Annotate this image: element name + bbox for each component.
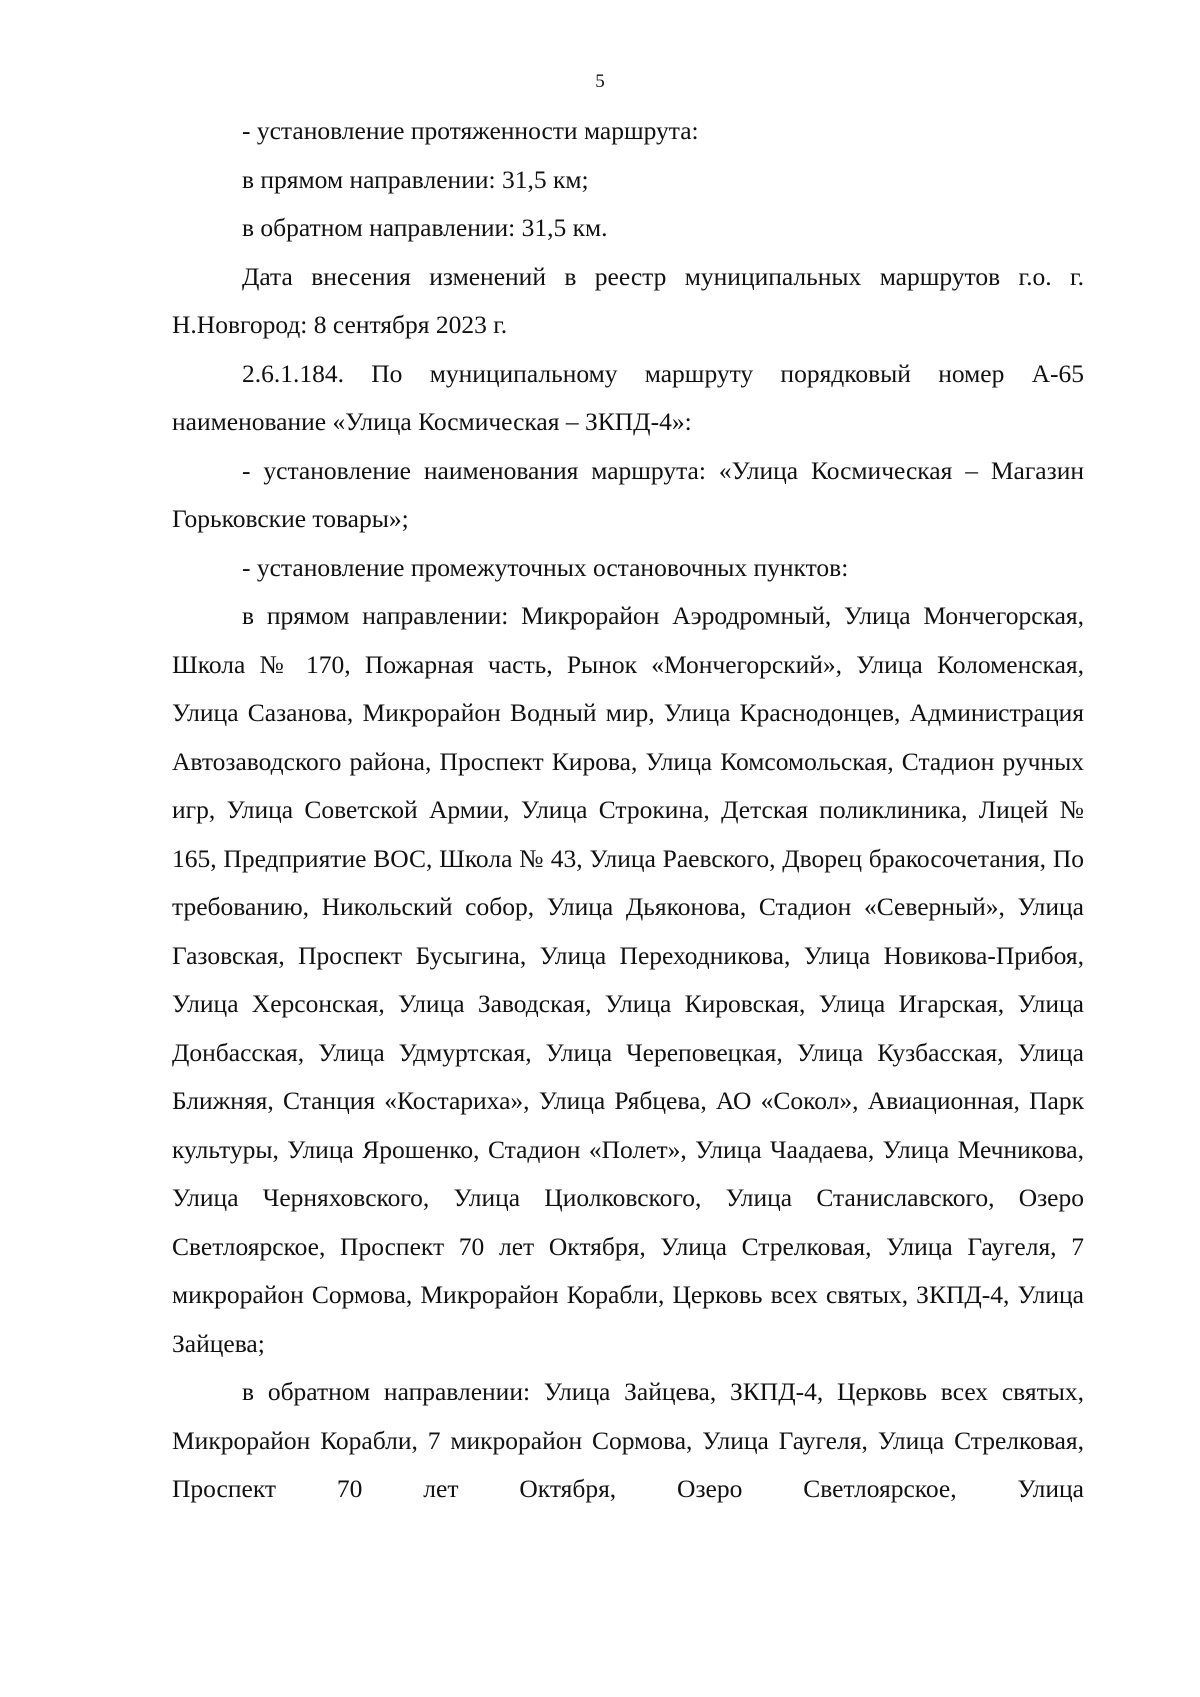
page-number: 5 bbox=[595, 71, 605, 92]
paragraph-reverse-stops: в обратном направлении: Улица Зайцева, ЗКПД-4, Церковь всех святых, Микрорайон Корабли, 7 микрорайон Сормова, Улица Гаугеля, Улица Стрелковая, Проспект 70 лет Октября, Озеро Светлоярское, Улица bbox=[172, 1377, 1084, 1503]
paragraph-intermediate-stops: - установление промежуточных остановочных пунктов: bbox=[242, 552, 849, 582]
paragraph-route-length: - установление протяженности маршрута: bbox=[242, 116, 699, 145]
document-body bbox=[172, 107, 1084, 1514]
paragraph-route-a65: 2.6.1.184. По муниципальному маршруту порядковый номер А-65 наименование «Улица Космическая – ЗКПД-4»: bbox=[172, 358, 1084, 436]
paragraph-registry-date: Дата внесения изменений в реестр муниципальных маршрутов г.о. г. Н.Новгород: 8 сентября 2023 г. bbox=[172, 261, 1084, 339]
paragraph-reverse-length: в обратном направлении: 31,5 км. bbox=[242, 213, 608, 242]
paragraph-route-name: - установление наименования маршрута: «Улица Космическая – Магазин Горьковские товары»; bbox=[172, 455, 1084, 533]
paragraph-forward-stops: в прямом направлении: Микрорайон Аэродромный, Улица Мончегорская, Школа № 170, Пожарная часть, Рынок «Мончегорский», Улица Коломенская, Улица Сазанова, Микрорайон Водный мир, Улица Краснодонцев, Администрация Автозаводского района, Проспект Кирова, Улица Комсомольская, Стадион ручных игр, Улица Советской Армии, Улица Строкина, Детская поликлиника, Лицей № 165, Предприятие ВОС, Школа № 43, Улица Раевского, Дворец бракосочетания, По требованию, Никольский собор, Улица Дьяконова, Стадион «Северный», Улица Газовская, Проспект Бусыгина, Улица Переходникова, Улица Новикова-Прибоя, Улица Херсонская, Улица Заводская, Улица Кировская, Улица Игарская, Улица Донбасская, Улица Удмуртская, Улица Череповецкая, Улица Кузбасская, Улица Ближняя, Станция «Костариха», Улица Рябцева, АО «Сокол», Авиационная, Парк культуры, Улица Ярошенко, Стадион «Полет», Улица Чаадаева, Улица Мечникова, Улица Черняховского, Улица Циолковского, Улица Станиславского, Озеро Светлоярское, Проспект 70 лет Октября, Улица Стрелковая, Улица Гаугеля, 7 микрорайон Сормова, Микрорайон Корабли, Церковь всех святых, ЗКПД-4, Улица Зайцева; bbox=[172, 601, 1084, 1358]
paragraph-forward-length: в прямом направлении: 31,5 км; bbox=[242, 164, 589, 194]
